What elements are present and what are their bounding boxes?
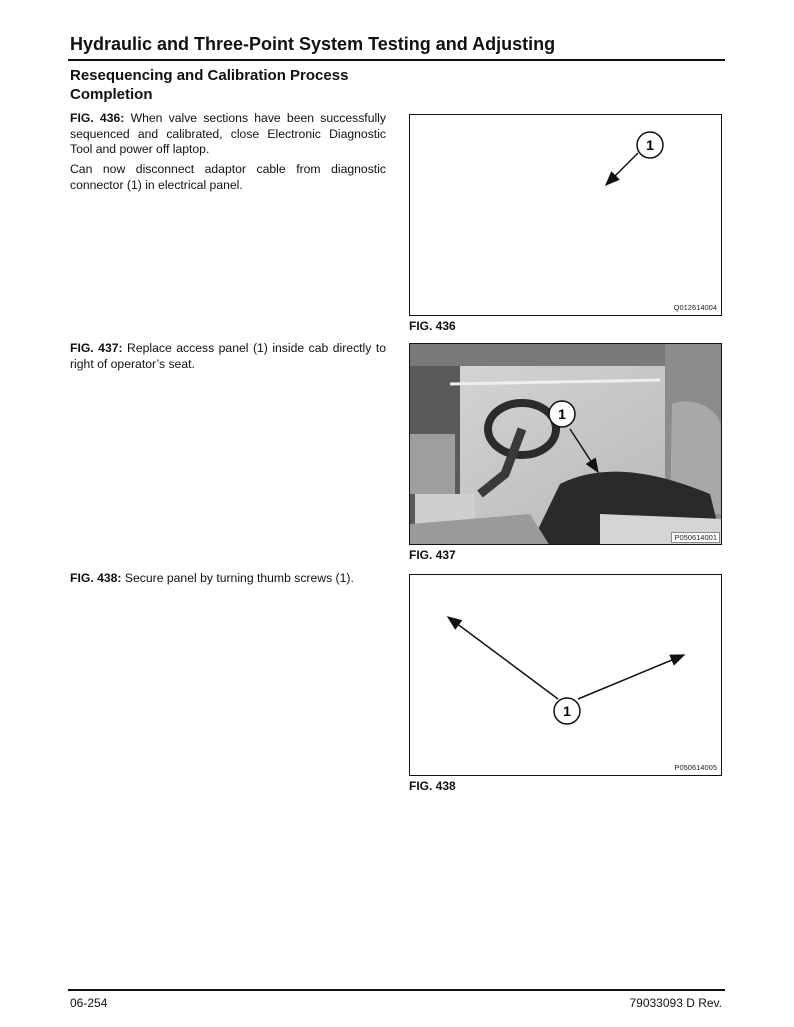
figure-438-illustration	[410, 575, 722, 776]
figure-436-frame	[409, 114, 722, 316]
callout-number: 1	[558, 406, 566, 422]
figure-438-caption: FIG. 438	[409, 779, 456, 793]
title-rule	[68, 59, 725, 61]
figure-436-illustration	[410, 115, 722, 316]
paragraph-label: FIG. 438:	[70, 571, 122, 585]
page-title: Hydraulic and Three-Point System Testing and Adjusting	[70, 34, 556, 54]
paragraph-fig-438	[70, 571, 386, 587]
figure-code: Q012614004	[673, 303, 717, 312]
figure-437-photo	[410, 344, 722, 545]
callout-number: 1	[646, 137, 654, 153]
figure-code: P050614005	[674, 763, 717, 772]
figure-437-frame	[409, 343, 722, 545]
paragraph-text: Secure panel by turning thumb screws (1).	[121, 571, 354, 585]
paragraph-disconnect	[70, 162, 386, 193]
paragraph-fig-436	[70, 111, 386, 158]
paragraph-text: Replace access panel (1) inside cab directly to right of operator’s seat.	[70, 341, 386, 371]
footer-rule	[68, 989, 725, 991]
figure-436-caption: FIG. 436	[409, 319, 456, 333]
figure-437-caption: FIG. 437	[409, 548, 456, 562]
callout-arrow-left	[448, 617, 558, 699]
paragraph-text: Can now disconnect adaptor cable from diagnostic connector (1) in electrical panel.	[70, 162, 386, 192]
paragraph-label: FIG. 437:	[70, 341, 123, 355]
figure-code: P050614001	[671, 532, 720, 543]
section-title: Resequencing and Calibration Process Completion	[70, 67, 349, 103]
paragraph-fig-437	[70, 341, 386, 372]
callout-arrow-right	[578, 655, 684, 699]
document-number: 79033093 D Rev.	[629, 996, 722, 1010]
figure-438-frame	[409, 574, 722, 776]
callout-number: 1	[563, 703, 571, 719]
page-number: 06-254	[70, 996, 108, 1010]
callout-arrow	[606, 153, 638, 185]
paragraph-label: FIG. 436:	[70, 111, 125, 125]
paragraph-text: When valve sections have been successfully sequenced and calibrated, close Electronic Diagnostic Tool and power off laptop.	[70, 111, 386, 156]
